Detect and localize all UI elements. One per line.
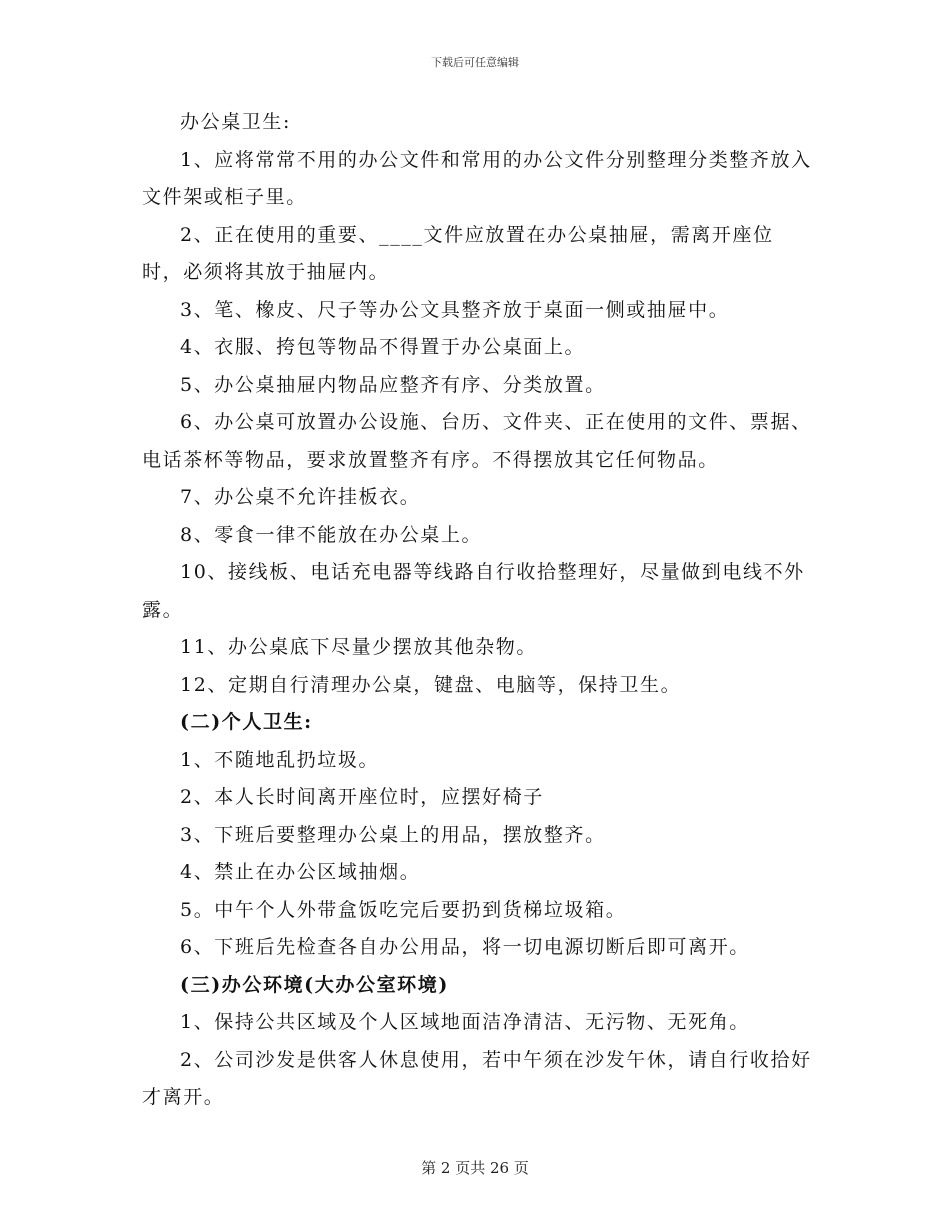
paragraph: 1、应将常常不用的办公文件和常用的办公文件分别整理分类整齐放入文件架或柜子里。 — [142, 148, 812, 208]
paragraph: 4、衣服、挎包等物品不得置于办公桌面上。 — [180, 336, 586, 358]
paragraph: 8、零食一律不能放在办公桌上。 — [180, 523, 483, 546]
paragraph: 3、笔、橡皮、尺子等办公文具整齐放于桌面一侧或抽屉中。 — [180, 298, 730, 321]
paragraph: 3、下班后要整理办公桌上的用品，摆放整齐。 — [180, 823, 606, 846]
document-body — [142, 104, 812, 1117]
paragraph: 1、保持公共区域及个人区域地面洁净清洁、无污物、无死角。 — [180, 1011, 750, 1033]
paragraph: 10、接线板、电话充电器等线路自行收拾整理好，尽量做到电线不外露。 — [142, 561, 805, 621]
section-heading: (二)个人卫生: — [180, 711, 313, 733]
page-footer: 第 2 页共 26 页 — [421, 1159, 529, 1177]
paragraph: 4、禁止在办公区域抽烟。 — [180, 861, 421, 883]
paragraph: 1、不随地乱扔垃圾。 — [180, 748, 380, 771]
section-heading: (三)办公环境(大办公室环境) — [180, 973, 449, 996]
paragraph: 2、公司沙发是供客人休息使用，若中午须在沙发午休，请自行收拾好才离开。 — [142, 1048, 812, 1108]
paragraph: 2、本人长时间离开座位时，应摆好椅子 — [180, 786, 544, 808]
paragraph: 6、下班后先检查各自办公用品，将一切电源切断后即可离开。 — [180, 936, 750, 958]
paragraph: 11、办公桌底下尽量少摆放其他杂物。 — [180, 636, 537, 658]
page-header: 下载后可任意编辑 — [431, 56, 519, 69]
paragraph: 7、办公桌不允许挂板衣。 — [180, 486, 421, 508]
paragraph: 办公桌卫生: — [180, 111, 292, 133]
paragraph: 12、定期自行清理办公桌，键盘、电脑等，保持卫生。 — [180, 673, 682, 696]
paragraph: 5。中午个人外带盒饭吃完后要扔到货梯垃圾箱。 — [180, 898, 627, 921]
paragraph: 6、办公桌可放置办公设施、台历、文件夹、正在使用的文件、票据、电话茶杯等物品，要求放置整齐有序。不得摆放其它任何物品。 — [142, 411, 812, 471]
paragraph: 2、正在使用的重要、____文件应放置在办公桌抽屉，需离开座位时，必须将其放于抽屉内。 — [142, 223, 774, 283]
paragraph: 5、办公桌抽屉内物品应整齐有序、分类放置。 — [180, 373, 606, 396]
